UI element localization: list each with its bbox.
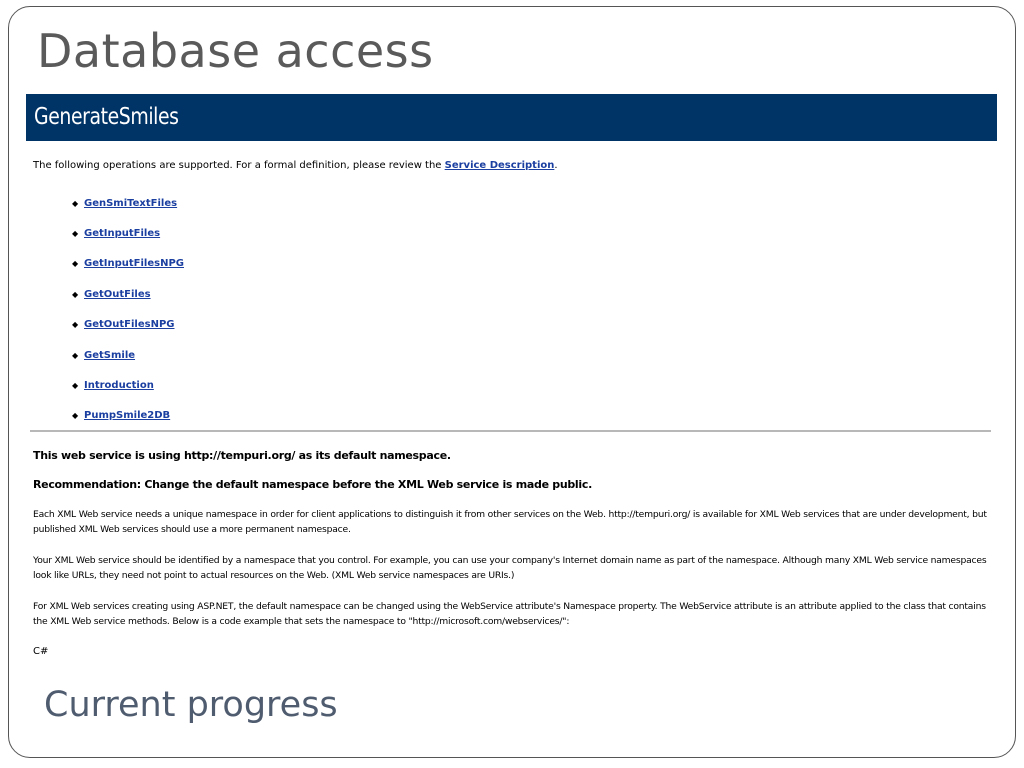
diamond-bullet-icon: ◆	[72, 259, 79, 269]
operation-link-getinputfiles[interactable]: GetInputFiles	[84, 228, 161, 240]
list-item	[72, 188, 184, 218]
section-divider	[30, 430, 991, 432]
operation-link-getoutfiles[interactable]: GetOutFiles	[84, 288, 151, 300]
list-item	[72, 279, 184, 309]
code-language-label: C#	[33, 646, 49, 657]
operation-link-introduction[interactable]: Introduction	[84, 380, 154, 392]
diamond-bullet-icon: ◆	[72, 289, 79, 299]
operation-link-getinputfilesnpg[interactable]: GetInputFilesNPG	[84, 258, 184, 270]
operation-link-pumpsmile2db[interactable]: PumpSmile2DB	[84, 410, 171, 422]
namespace-paragraph-3: For XML Web services creating using ASP.NET, the default namespace can be changed using the WebService attribute's Namespace property. The WebService attribute is an attribute applied to the class that contains the XML Web service methods. Below is a code example that sets the namespace to "http://microsoft.com/webservices/":	[33, 601, 986, 627]
intro-text	[33, 160, 558, 171]
operation-link-gensmitextfiles[interactable]: GenSmiTextFiles	[84, 197, 178, 209]
list-item	[72, 401, 184, 431]
namespace-paragraph-1: Each XML Web service needs a unique namespace in order for client applications to distinguish it from other services on the Web. http://tempuri.org/ is available for XML Web services that are under development, but published XML Web services should use a more permanent namespace.	[33, 509, 987, 535]
list-item	[72, 218, 184, 248]
operation-link-getoutfilesnpg[interactable]: GetOutFilesNPG	[84, 319, 175, 331]
namespace-notice: This web service is using http://tempuri.org/ as its default namespace.	[33, 449, 451, 462]
diamond-bullet-icon: ◆	[72, 320, 79, 330]
diamond-bullet-icon: ◆	[72, 381, 79, 391]
intro-label: The following operations are supported. For a formal definition, please review the	[33, 160, 445, 171]
slide-subtitle: Current progress	[44, 685, 338, 725]
list-item	[72, 310, 184, 340]
list-item	[72, 340, 184, 370]
diamond-bullet-icon: ◆	[72, 350, 79, 360]
namespace-paragraph-2: Your XML Web service should be identified by a namespace that you control. For example, you can use your company's Internet domain name as part of the namespace. Although many XML Web service namespaces look like URLs, they need not point to actual resources on the Web. (XML Web service namespaces are URIs.)	[33, 555, 987, 581]
list-item	[72, 249, 184, 279]
intro-end: .	[554, 160, 558, 171]
service-header	[26, 94, 997, 141]
diamond-bullet-icon: ◆	[72, 198, 79, 208]
diamond-bullet-icon: ◆	[72, 229, 79, 239]
operation-link-getsmile[interactable]: GetSmile	[84, 349, 136, 361]
service-screenshot	[26, 94, 997, 662]
slide-title: Database access	[37, 24, 434, 78]
service-description-link[interactable]: Service Description	[444, 160, 555, 171]
list-item	[72, 370, 184, 400]
operations-list	[72, 188, 184, 431]
service-name: GenerateSmiles	[34, 104, 179, 130]
diamond-bullet-icon: ◆	[72, 411, 79, 421]
namespace-recommendation: Recommendation: Change the default namespace before the XML Web service is made public.	[33, 478, 592, 491]
